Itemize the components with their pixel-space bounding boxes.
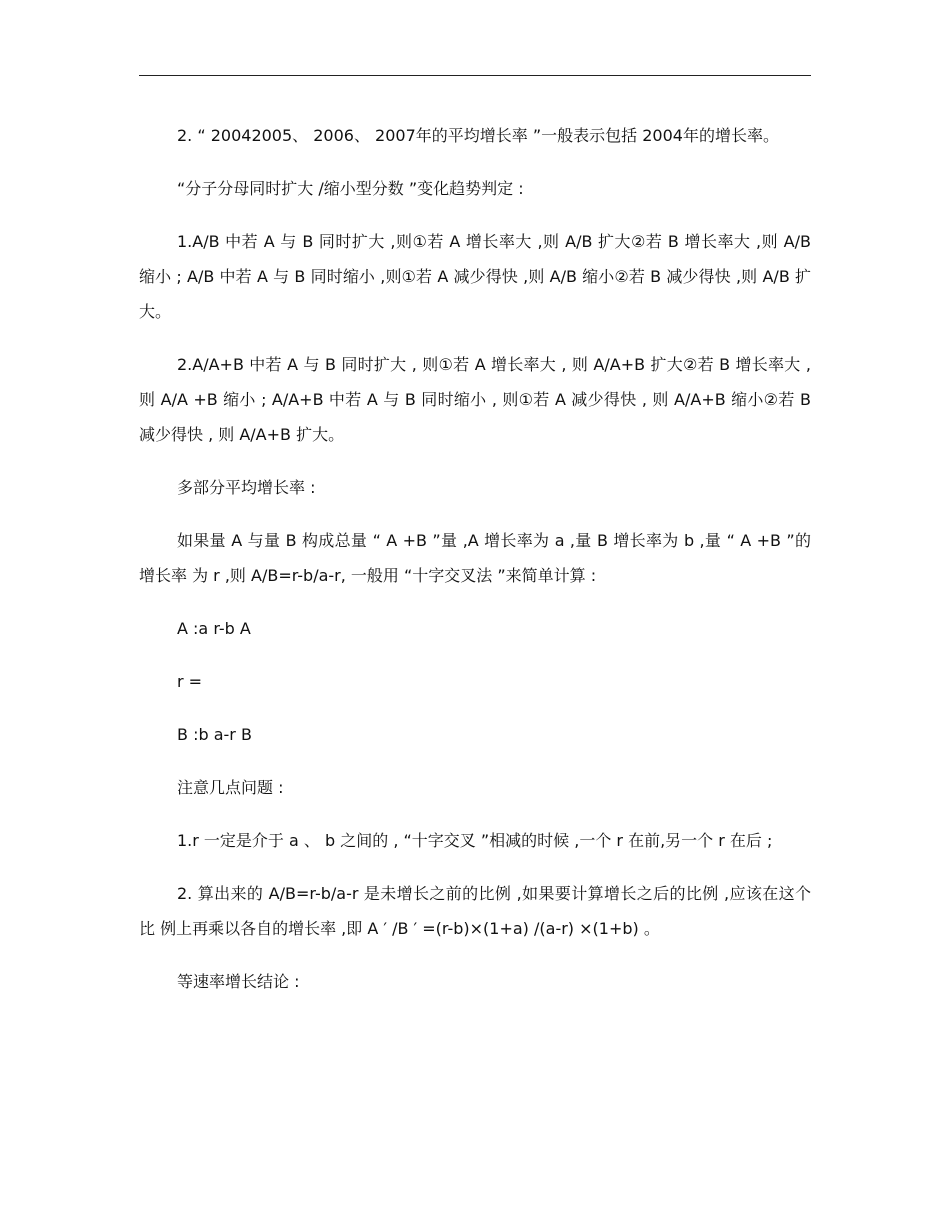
document-body [139,118,811,999]
paragraph-7: 注意几点问题 : [177,778,284,797]
paragraph-5: 多部分平均增长率 : [177,478,316,497]
paragraph-9: 2. 算出来的 A/B=r-b/a-r 是未增长之前的比例 ,如果要计算增长之后的比例 ,应该在这个比 例上再乘以各自的增长率 ,即 A ′ /B ′ =(r-b)×(1+a) /(a-r) ×(1+b) 。 [139,884,811,938]
paragraph-1: 2. “ 20042005、 2006、 2007年的平均增长率 ”一般表示包括 2004年的增长率。 [177,126,779,145]
paragraph-8: 1.r 一定是介于 a 、 b 之间的 , “十字交叉 ”相减的时候 ,一个 r 在前,另一个 r 在后 ; [177,831,773,850]
paragraph-2: “分子分母同时扩大 /缩小型分数 ”变化趋势判定 : [177,179,524,198]
paragraph-6: 如果量 A 与量 B 构成总量 “ A +B ”量 ,A 增长率为 a ,量 B 增长率为 b ,量 “ A +B ”的增长率 为 r ,则 A/B=r-b/a-r, 一般用 “十字交叉法 ”来简单计算 : [139,531,811,585]
header-rule [139,75,811,76]
paragraph-10: 等速率增长结论 : [177,972,300,991]
paragraph-4: 2.A/A+B 中若 A 与 B 同时扩大 , 则①若 A 增长率大 , 则 A/A+B 扩大②若 B 增长率大 , 则 A/A +B 缩小 ; A/A+B 中若 A 与 B 同时缩小 , 则①若 A 减少得快 , 则 A/A+B 缩小②若 B 减少得快 , 则 A/A+B 扩大。 [139,355,811,444]
formula-line-2: r = [177,672,203,691]
paragraph-3: 1.A/B 中若 A 与 B 同时扩大 ,则①若 A 增长率大 ,则 A/B 扩大②若 B 增长率大 ,则 A/B 缩小 ; A/B 中若 A 与 B 同时缩小 ,则①若 A 减少得快 ,则 A/B 缩小②若 B 减少得快 ,则 A/B 扩大。 [139,232,811,321]
formula-line-1: A :a r-b A [177,619,251,638]
formula-line-3: B :b a-r B [177,725,252,744]
